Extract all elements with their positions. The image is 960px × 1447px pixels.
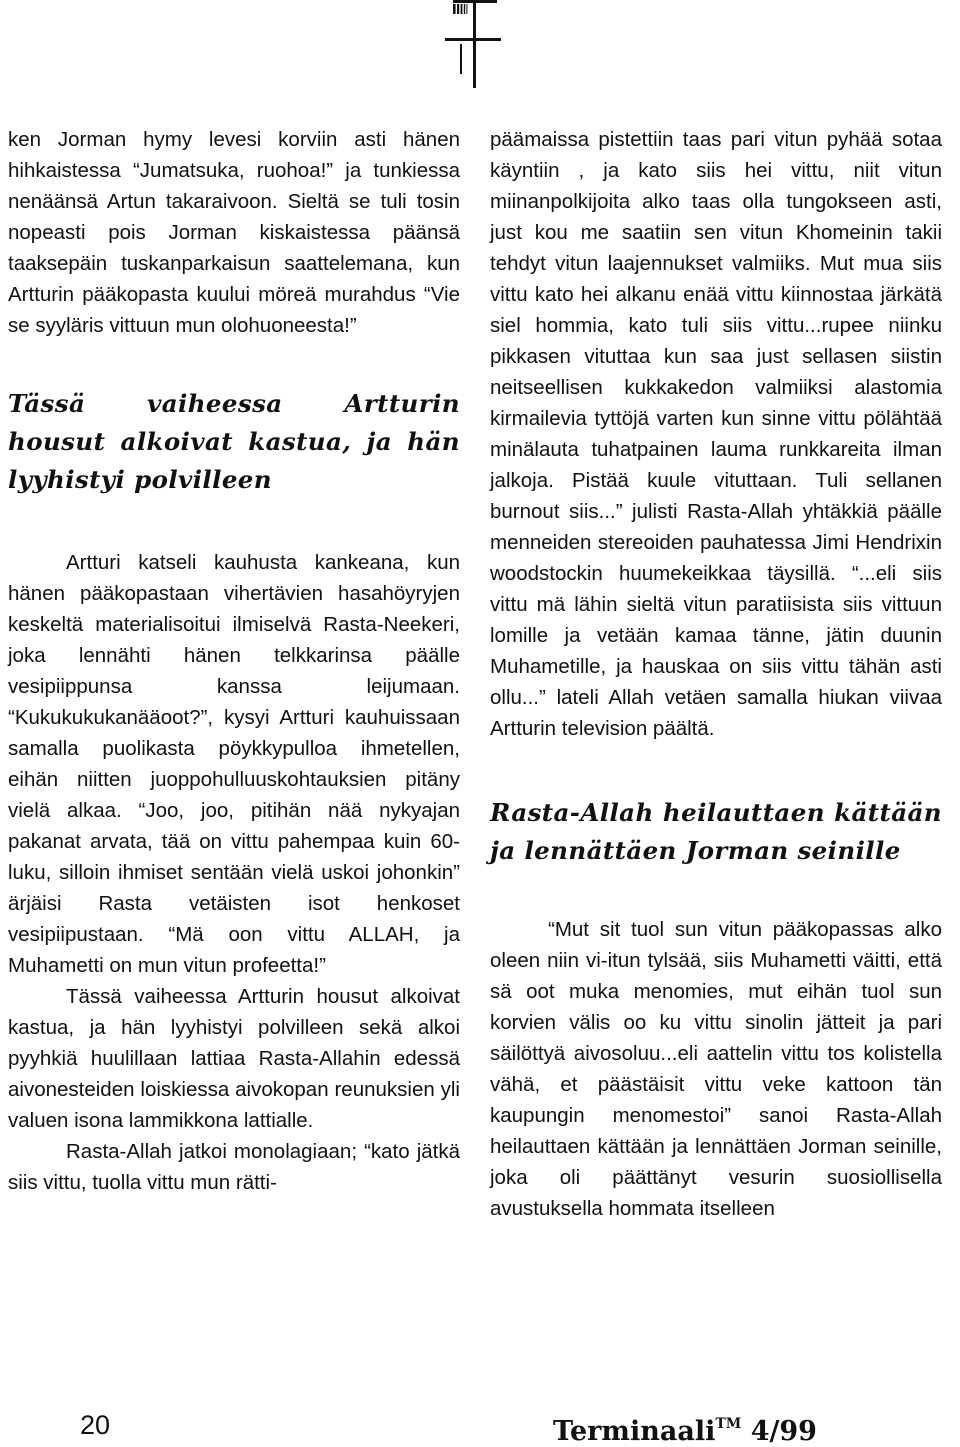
left-column xyxy=(8,124,460,1198)
right-column xyxy=(490,124,942,1224)
left-paragraph-2: Artturi katseli kauhusta kankeana, kun hänen pääkopastaan vihertävien hasahöyryjen keskeltä materialisoitui ilmiselvä Rasta-Neekeri, joka lennähti hänen telkkarinsa päälle vesipiippunsa kanssa leijumaan. “Kukukukukanääoot?”, kysyi Artturi kauhuissaan samalla puolikasta pöykkypulloa ihmetellen, eihän niitten juoppohulluuskohtauksien pitäny vielä alkaa. “Joo, joo, pitihän nää nykyajan pakanat arvata, tää on vittu pahempaa kuin 60-luku, silloin ihmiset sentään vielä uskoi johonkin” ärjäisi Rasta vetäisten isot henkoset vesipiipustaan. “Mä oon vittu ALLAH, ja Muhametti on mun vitun profeetta!” xyxy=(8,551,460,977)
magazine-name: Terminaali xyxy=(553,1416,716,1447)
trademark-mark: TM xyxy=(715,1416,742,1432)
right-paragraph-2: “Mut sit tuol sun vitun pääkopassas alko oleen niin vi-itun tylsää, siis Muhametti väitti, että sä oot muka menomies, mut eihän tuol sun korvien välis oo ku vittu sinolin jätteit ja pari säilöttyä aivosoluu...eli aattelin vittu tos kolistella vähä, et päästäisit vittu veke kattoon tän kaupungin menomestoi” sanoi Rasta-Allah heilauttaen kättään ja lennättäen Jorman seinille, joka oli päättänyt vesurin suosiollisella avustuksella hommata itselleen xyxy=(490,918,942,1220)
footer-magazine-title xyxy=(553,1409,817,1447)
left-paragraph-1: ken Jorman hymy levesi korviin asti hänen hihkaistessa “Jumatsuka, ruohoa!” ja tunkiessa nenäänsä Artun takaraivoon. Sieltä se tuli tosin nopeasti pois Jorman kiskaistessa päänsä taaksepäin tuskanparkaisun saattelemana, kun Artturin pääkopasta kuului möreä murahdus “Vie se syyläris vittuun mun olohuoneesta!” xyxy=(8,128,460,337)
left-paragraph-3: Tässä vaiheessa Artturin housut alkoivat kastua, ja hän lyyhistyi polvilleen sekä alkoi pyyhkiä huulillaan lattiaa Rasta-Allahin edessä aivonesteiden loiskiessa aivokopan reunuksien yli valuen isona lammikkona lattialle. xyxy=(8,985,460,1132)
terminaali-t-logo-icon xyxy=(440,0,506,88)
left-paragraph-4: Rasta-Allah jatkoi monolagiaan; “kato jätkä siis vittu, tuolla vittu mun rätti- xyxy=(8,1140,460,1194)
right-paragraph-1: päämaissa pistettiin taas pari vitun pyhää sotaa käyntiin , ja kato siis hei vittu, niit vitun miinanpolkijoita alko taas olla tungokseen asti, just kou me saatiin sen vitun Khomeinin takii tehdyt vitun laajennukset valmiiks. Mut mua siis vittu kato hei alkanu enää vittu kiinnostaa järkätä siel hommia, kato tuli siis vittu...rupee niinku pikkasen vituttaa kun saa just sellasen siistin neitseellisen kukkakedon valmiiksi alastomia kirmailevia tyttöjä varten kun sinne vittu pölähtää minälauta tuhatpainen lauma runkkareita ilman jalkoja. Pistää kuule vituttaan. Tuli sellanen burnout siis...” julisti Rasta-Allah yhtäkkiä päälle menneiden stereoiden pauhatessa Jimi Hendrixin woodstockin huumekeikkaa täysillä. “...eli siis vittu mä lähin sieltä vitun paratiisista siis vittuun lomille ja vetään kamaa tänne, jätin duunin Muhametille, ja hauskaa on siis vittu tähän asti ollu...” lateli Allah vetäen samalla hiukan viivaa Artturin television päältä. xyxy=(490,128,942,740)
right-pull-quote: Rasta-Allah heilauttaen kättään ja lennättäen Jorman seinille xyxy=(490,798,942,865)
page-number: 20 xyxy=(80,1410,111,1440)
left-pull-quote: Tässä vaiheessa Artturin housut alkoivat kastua, ja hän lyyhistyi polvilleen xyxy=(8,389,460,494)
issue-number: 4/99 xyxy=(750,1416,817,1447)
